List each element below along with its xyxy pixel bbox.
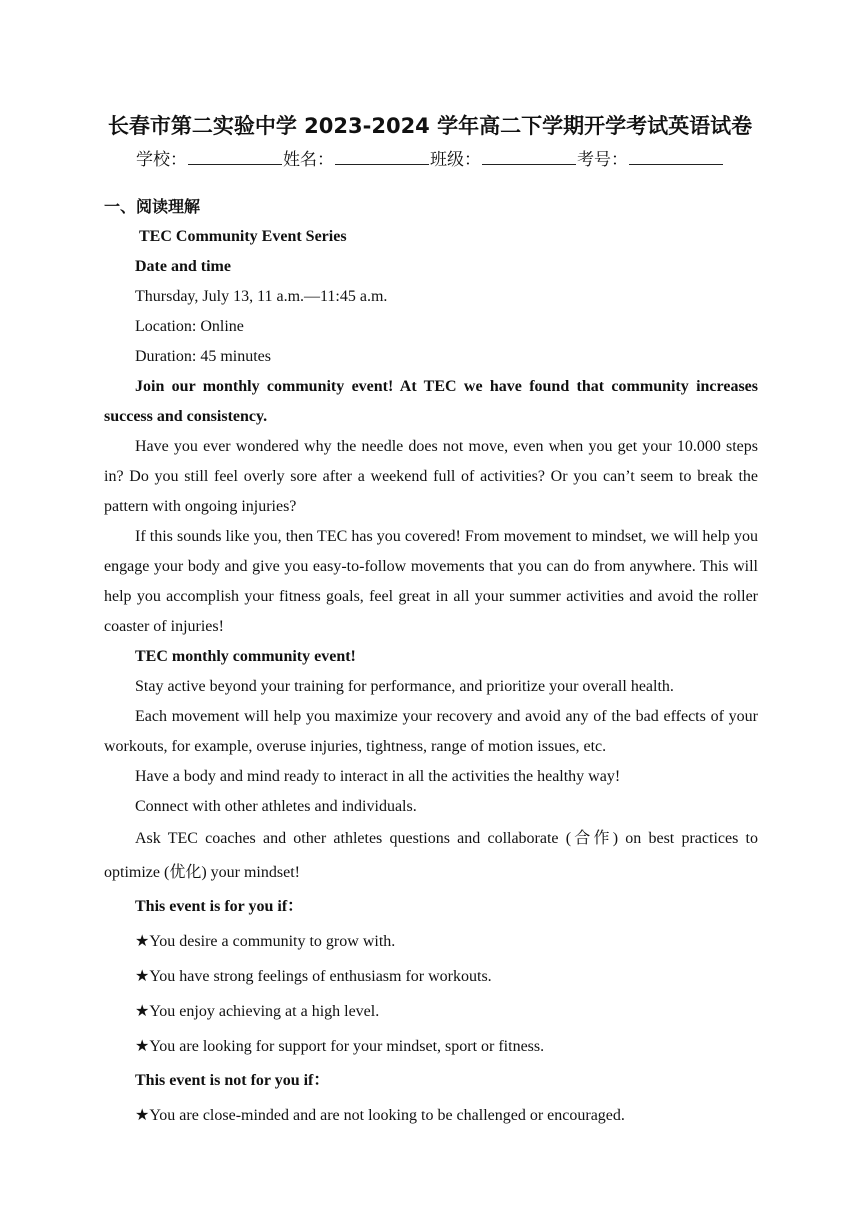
not-for-you-heading: This event is not for you if： — [135, 1072, 330, 1089]
for-you-item — [104, 994, 758, 1029]
for-you-item-text: You have strong feelings of enthusiasm for workouts. — [149, 968, 492, 985]
class-blank[interactable] — [482, 150, 576, 165]
section-heading: 一、阅读理解 — [104, 197, 201, 216]
exam-number-blank[interactable] — [629, 150, 723, 165]
for-you-item — [104, 959, 758, 994]
date-time-heading: Date and time — [135, 258, 231, 275]
paragraph-4: Each movement will help you maximize your recovery and avoid any of the bad effects of your workouts, for example, overuse injuries, tightness, range of motion issues, etc. — [104, 708, 758, 755]
not-for-you-item — [104, 1098, 758, 1133]
for-you-item — [104, 1029, 758, 1064]
reading-section — [104, 192, 758, 1133]
star-icon: ★ — [135, 1105, 150, 1124]
paragraph-1: Have you ever wondered why the needle does not move, even when you get your 10.000 steps in? Do you still feel overly sore after a weekend full of activities? Or you can’t seem to break the pattern with ongoing injuries? — [104, 438, 758, 515]
for-you-item-text: You enjoy achieving at a high level. — [149, 1003, 380, 1020]
date-time-text: Thursday, July 13, 11 a.m.—11:45 a.m. — [135, 288, 388, 305]
not-for-you-item-text: You are close-minded and are not looking to be challenged or encouraged. — [149, 1107, 625, 1124]
school-blank[interactable] — [188, 150, 282, 165]
paragraph-7: Ask TEC coaches and other athletes questions and collaborate (合作) on best practices to optimize (优化) your mindset! — [104, 830, 758, 881]
for-you-heading: This event is for you if： — [135, 898, 304, 915]
student-info-line — [0, 145, 860, 170]
star-icon: ★ — [135, 966, 150, 985]
paragraph-6: Connect with other athletes and individuals. — [135, 798, 417, 815]
for-you-item — [104, 924, 758, 959]
name-label: 姓名： — [283, 150, 334, 170]
name-blank[interactable] — [335, 150, 429, 165]
class-label: 班级： — [430, 150, 481, 170]
intro-paragraph: Join our monthly community event! At TEC we have found that community increases success and consistency. — [104, 378, 758, 425]
school-label: 学校： — [136, 150, 187, 170]
star-icon: ★ — [135, 931, 150, 950]
duration-text: Duration: 45 minutes — [135, 348, 271, 365]
location-text: Location: Online — [135, 318, 244, 335]
monthly-event-heading: TEC monthly community event! — [135, 648, 356, 665]
exam-title: 长春市第二实验中学 2023-2024 学年高二下学期开学考试英语试卷 — [107, 114, 753, 138]
paragraph-5: Have a body and mind ready to interact in all the activities the healthy way! — [135, 768, 621, 785]
for-you-item-text: You desire a community to grow with. — [149, 933, 396, 950]
paragraph-2: If this sounds like you, then TEC has you covered! From movement to mindset, we will help you engage your body and give you easy-to-follow movements that you can do from anywhere. This will help you accomplish your fitness goals, feel great in all your summer activities and avoid the roller coaster of injuries! — [104, 528, 758, 635]
exam-number-label: 考号： — [577, 150, 628, 170]
for-you-item-text: You are looking for support for your mindset, sport or fitness. — [149, 1038, 545, 1055]
paragraph-3: Stay active beyond your training for performance, and prioritize your overall health. — [135, 678, 674, 695]
event-title: TEC Community Event Series — [139, 228, 347, 245]
star-icon: ★ — [135, 1036, 150, 1055]
star-icon: ★ — [135, 1001, 150, 1020]
